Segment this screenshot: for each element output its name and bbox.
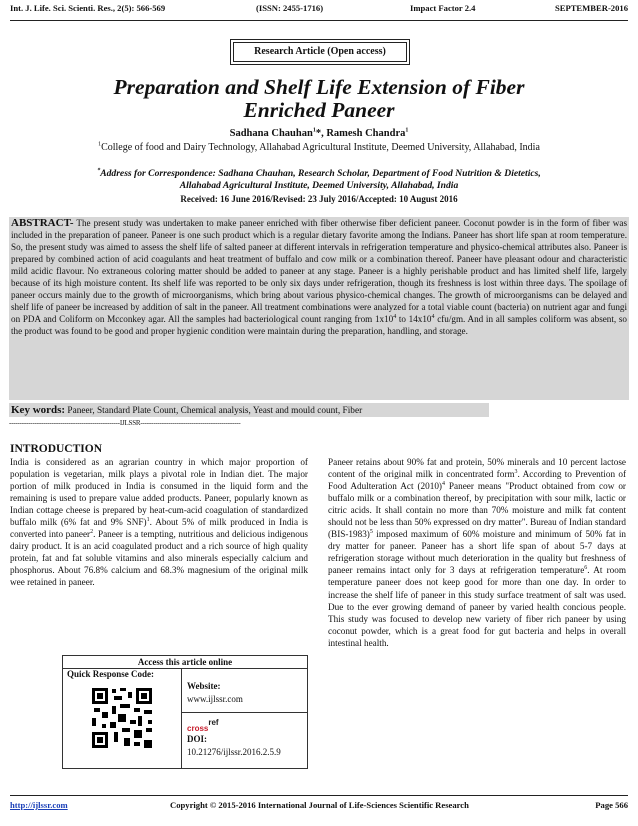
abstract-text-2: to 14x10 bbox=[396, 314, 432, 325]
header-rule bbox=[10, 20, 628, 21]
page-footer bbox=[10, 800, 628, 814]
intro-p1a-sup: 1 bbox=[146, 517, 150, 524]
intro-p1b: . About 5% of milk produced in India is converted into paneer bbox=[10, 517, 308, 540]
intro-r4-sup: 6 bbox=[584, 565, 588, 572]
section-separator: ----------------------------------------------------IJLSSR----------------------------------------------- bbox=[9, 419, 241, 427]
author-1-sup: 1 bbox=[312, 127, 316, 134]
page-number: Page 566 bbox=[595, 800, 628, 810]
keywords-label: Key words: bbox=[11, 404, 66, 416]
corr-line-1: Address for Correspondence: Sadhana Chauhan, Research Scholar, Department of Food Nutrition & Dietetics, bbox=[100, 168, 541, 179]
copyright: Copyright © 2015-2016 International Journal of Life-Sciences Scientific Research bbox=[170, 800, 469, 810]
author-list bbox=[10, 128, 628, 139]
abstract-sup-1: 4 bbox=[393, 314, 397, 321]
issue-date: SEPTEMBER-2016 bbox=[554, 3, 628, 13]
abstract-box bbox=[9, 217, 629, 400]
intro-r1: Paneer retains about 90% fat and protein, 50% minerals and 10 percent lactose content of the original milk in concentrated form bbox=[328, 457, 626, 480]
intro-right-column bbox=[328, 456, 626, 649]
intro-r2: . According to Prevention of Food Adulteration Act (2010) bbox=[328, 469, 627, 492]
crossref-logo-text-b: ref bbox=[208, 718, 219, 727]
abstract-text-1: The present study was undertaken to make paneer enriched with fiber otherwise fiber deficient paneer. Coconut powder is in the form of fiber was included in the preparation of paneer. Paneer is one such product which is a regular dietary favorite among the Indians. Paneer has short life span at room temperature. So, the present study was aimed to assess the shelf life of salted paneer at different intervals in refrigeration temperature and physico-chemical attributes also. Paneer is prepared by combined action of acid coagulants and heat treatment of buffalo and cow milk or a combination thereof. Paneer have pleasant odour and characteristic mild acidic flavour. No extraneous coloring matter should be added to paneer at any stage. Paneer is a highly perishable product and has limited shelf life, largely because of its high moisture content. Its shelf life was reported to be only six days under refrigeration, though its freshness is lost within three days. The spoilage of paneer occurs mainly due to the growth of microorganisms, which bring about various physico-chemical changes. The growth of microorganisms can be delayed and shelf life of paneer be increased by addition of salt in the paneer. All treatment combinations were analyzed for a total viable count (bacteria) on nutrient agar and fungi on PDA and Coliform on Mcconkey agar. All the samples had bacteriological count ranging from 1x10 bbox=[11, 218, 627, 325]
article-type-badge: Research Article (Open access) bbox=[233, 42, 407, 62]
affiliation-sup: 1 bbox=[98, 141, 102, 148]
author-2: Ramesh Chandra bbox=[326, 128, 406, 139]
abstract-text-3: cfu/gm. And in all samples coliform was absent, so the product was found to be good and proper hygienic condition were maintain during the preparation, handling, and storage. bbox=[11, 314, 627, 337]
paper-title bbox=[20, 76, 618, 122]
author-1: Sadhana Chauhan bbox=[229, 128, 313, 139]
author-2-sup: 1 bbox=[405, 127, 409, 134]
corr-line-2: Allahabad Agricultural Institute, Deemed University, Allahabad, India bbox=[179, 180, 459, 191]
website-label: Website: bbox=[187, 681, 221, 691]
access-online-box bbox=[62, 655, 308, 769]
article-dates: Received: 16 June 2016/Revised: 23 July 2016/Accepted: 10 August 2016 bbox=[180, 194, 458, 204]
intro-heading: INTRODUCTION bbox=[10, 443, 103, 455]
intro-r4: imposed maximum of 60% moisture and minimum of 50% fat in dry matter for paneer. Paneer has a short life span of about 5-7 days at refrigeration storage without much deterioration in the quality but freshness of paneer remains intact only for 3 days at refrigeration temperature bbox=[328, 529, 626, 576]
access-divider-vertical bbox=[181, 669, 182, 768]
intro-p1a: India is considered as an agrarian country in which major proportion of population is vegetarian, milk plays a pivotal role in Indian diet. The major portion of milk produced in India is consumed in the liquid form and the remaining is used to prepare value added products. Paneer, popularly known as Indian cottage cheese is prepared by heat-cum-acid coagulation of standardized buffalo milk (6% fat and 9% SNF) bbox=[10, 457, 308, 528]
doi-value[interactable]: 10.21276/ijlssr.2016.2.5.9 bbox=[187, 747, 281, 757]
qr-label: Quick Response Code: bbox=[67, 669, 155, 679]
doi-label: DOI: bbox=[187, 734, 207, 744]
intro-p1c: . Paneer is a tempting, nutritious and delicious indigenous dairy product. It is an acid coagulated product and a rich source of high quality protein, fat and fat soluble vitamins and also minerals especially calcium and phosphorus. About 76.8% calcium and 68.3% magnesium of the original milk wee retained in paneer. bbox=[10, 529, 308, 588]
intro-left-column bbox=[10, 456, 308, 589]
affiliation-text: College of food and Dairy Technology, Allahabad Agricultural Institute, Deemed University, Allahabad, India bbox=[101, 142, 540, 153]
abstract-label: ABSTRACT- bbox=[11, 217, 74, 229]
affiliation bbox=[10, 142, 628, 153]
footer-rule bbox=[10, 795, 628, 796]
journal-citation: Int. J. Life. Sci. Scienti. Res., 2(5): 566-569 bbox=[10, 3, 166, 13]
running-header bbox=[10, 3, 628, 17]
access-divider-horizontal bbox=[182, 712, 307, 713]
intro-r2-sup: 4 bbox=[441, 481, 445, 488]
corr-star: * bbox=[97, 167, 101, 174]
abstract-sup-2: 4 bbox=[431, 314, 435, 321]
keywords bbox=[9, 403, 489, 417]
author-1-star: *, bbox=[315, 128, 327, 139]
impact-factor: Impact Factor 2.4 bbox=[410, 3, 476, 13]
access-title: Access this article online bbox=[63, 656, 307, 669]
title-line-2: Enriched Paneer bbox=[243, 98, 395, 122]
intro-r1-sup: 3 bbox=[514, 468, 518, 475]
crossref-logo-text-a: cross bbox=[187, 724, 209, 733]
journal-url-link[interactable]: http://ijlssr.com bbox=[10, 800, 68, 810]
intro-r3-sup: 5 bbox=[369, 529, 373, 536]
qr-code-icon[interactable] bbox=[90, 686, 154, 750]
keywords-text: Paneer, Standard Plate Count, Chemical analysis, Yeast and mould count, Fiber bbox=[65, 406, 363, 416]
title-line-1: Preparation and Shelf Life Extension of Fiber bbox=[113, 75, 525, 99]
correspondence bbox=[10, 168, 628, 192]
issn: (ISSN: 2455-1716) bbox=[256, 3, 324, 13]
crossref-logo[interactable] bbox=[187, 718, 219, 734]
intro-r3: Paneer means "Product obtained from cow or buffalo milk or a combination thereof, by precipitation with sour milk, lactic or citric acids. It shall contain no more than 70% moisture and milk fat content should not be less than 50% expressed on dry matter". Bureau of Indian standard (BIS-1983) bbox=[328, 481, 626, 540]
intro-p1b-sup: 2 bbox=[90, 529, 94, 536]
website-link[interactable]: www.ijlssr.com bbox=[187, 694, 243, 704]
intro-r5: . At room temperature paneer does not keep good for more than one day. In order to increase the shelf life of paneer in this study surface treatment of salt was used. Due to the ever growing demand of paneer by varied health concious people. This study was focused to develop new variety of fiber rich paneer by using coconut powder, which is a great food for gut bacteria and helps in overall intestinal health. bbox=[328, 565, 626, 648]
